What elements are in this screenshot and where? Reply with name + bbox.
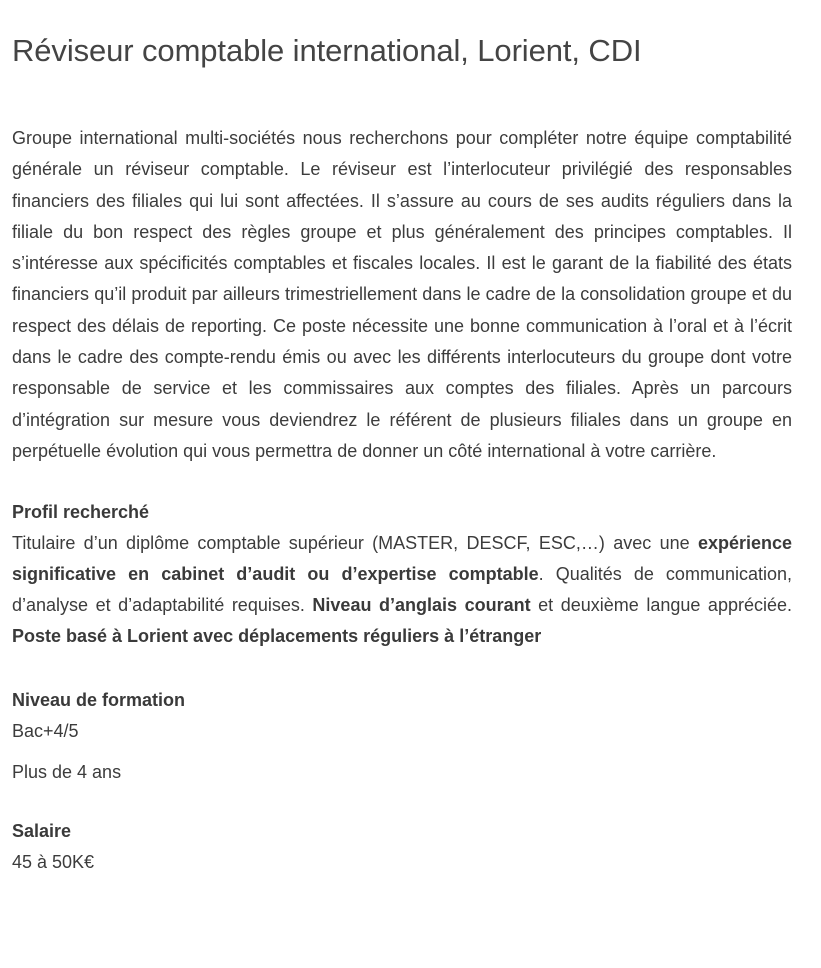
profile-heading: Profil recherché <box>12 502 150 523</box>
salary-heading: Salaire <box>12 821 72 842</box>
profile-highlight-english: Niveau d’anglais courant <box>312 595 531 616</box>
profile-description <box>12 528 792 652</box>
job-description: Groupe international multi-sociétés nous recherchons pour compléter notre équipe comptabilité générale un réviseur comptable. Le réviseur est l’interlocuteur privilégié des responsables financiers des filiales qui lui sont affectées. Il s’assure au cours de ses audits réguliers dans la filiale du bon respect des règles groupe et plus généralement des principes comptables. Il s’intéresse aux spécificités comptables et fiscales locales. Il est le garant de la fiabilité des états financiers qu’il produit par ailleurs trimestriellement dans le cadre de la consolidation groupe et du respect des délais de reporting. Ce poste nécessite une bonne communication à l’oral et à l’écrit dans le cadre des compte-rendu émis ou avec les différents interlocuteurs du groupe dont votre responsable de service et les commissaires aux comptes des filiales. Après un parcours d’intégration sur mesure vous deviendrez le référent de plusieurs filiales dans un groupe en perpétuelle évolution qui vous permettra de donner un côté international à votre carrière. <box>12 128 792 461</box>
salary-section <box>12 816 792 878</box>
experience-required: Plus de 4 ans <box>12 762 122 783</box>
page-title: Réviseur comptable international, Lorient, CDI <box>12 33 642 68</box>
education-section <box>12 685 792 788</box>
salary-value: 45 à 50K€ <box>12 852 95 873</box>
profile-text-part3: et deuxième langue appréciée. <box>530 595 792 616</box>
profile-text-part2: . Qualités de communication, d’analyse et d’adaptabilité requises. <box>12 564 792 616</box>
profile-highlight-location: Poste basé à Lorient avec déplacements réguliers à l’étranger <box>12 626 542 647</box>
education-level: Bac+4/5 <box>12 721 79 742</box>
profile-section <box>12 497 792 652</box>
education-heading: Niveau de formation <box>12 690 186 711</box>
profile-highlight-experience: expérience significative en cabinet d’audit ou d’expertise comptable <box>12 533 792 585</box>
profile-text-part1: Titulaire d’un diplôme comptable supérieur (MASTER, DESCF, ESC,…) avec une <box>12 533 698 554</box>
